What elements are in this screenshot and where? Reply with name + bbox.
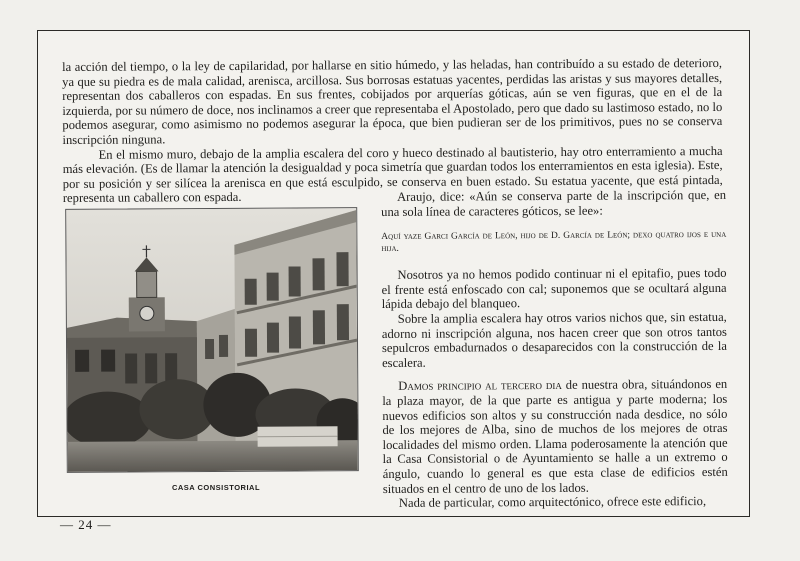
- top-text-block: [62, 56, 723, 206]
- casa-consistorial-photo: [65, 207, 359, 473]
- photo-caption: CASA CONSISTORIAL: [171, 483, 261, 492]
- paragraph-mismo-muro: En el mismo muro, debajo de la amplia escalera del coro y hueco destinado al bautisterio, hay otro enterramiento a mucha más elevación. (Es de llamar la atención la desigualdad y poca simetría que guardan todos los enterramientos en esta iglesia). Este, por su posición y ser silícea la arenisca en que está esculpido, se conserva en buen estado. Su estatua yacente, que está pintada, representa un caballero con espada.: [62, 143, 723, 206]
- paragraph-nada: Nada de particular, como arquitectónico, ofrece este edificio,: [398, 494, 707, 510]
- paragraph-deterioro: la acción del tiempo, o la ley de capilaridad, por hallarse en sitio húmedo, y las heladas, han contribuído a su estado de deterioro, ya que su piedra es de mala calidad, arenisca, arcillosa. Sus borrosas estatuas yacentes, perdidas las aristas y sus mayores detalles, representan dos caballeros con espadas. En sus frentes, cobijados por arquerías góticas, aún se ven figuras, que en el de la izquierda, por su número de doce, nos inclinamos a creer que representaba el Apostolado, pero que dado su lastimoso estado, no lo podemos asegurar, como asimismo no podemos asegurar la época, que bien pudieran ser de los primitivos, pues no se conserva inscripción ninguna.: [62, 55, 723, 147]
- paragraph-damos: [382, 377, 728, 496]
- gothic-inscription-quote: Aquí yaze Garci García de León, hijo de D. García de León; dexo quatro ijos e una hija.: [381, 230, 727, 255]
- photo-illustration: [66, 208, 358, 472]
- paragraph-araujo: Araujo, dice: «Aún se conserva parte de la inscripción que, en una sola línea de caracteres góticos, se lee»:: [381, 187, 727, 219]
- paragraph-damos-body: de nuestra obra, situándonos en la plaza mayor, de la que parte es antigua y parte moderna; los nuevos edificios son altos y su construcción nada desdice, no sólo de los mejores de Alba, sino de muchos de los mejores de otras localidades del mismo orden. Llama poderosamente la atención que la Casa Consistorial o de Ayuntamiento se halle a un extremo o ángulo, cuando lo general es que esta clase de edificios estén situados en el centro de uno de los lados.: [382, 377, 728, 496]
- paragraph-sobre: Sobre la amplia escalera hay otros varios nichos que, sin estatua, adorno ni inscripción alguna, nos hacen creer que son otros tantos sepulcros embadurnados o desaparecidos con la construcción de la escalera.: [381, 309, 728, 370]
- paragraph-nosotros: Nosotros ya no hemos podido continuar ni el epitafio, pues todo el frente está enfoscado con cal; suponemos que se ocultará alguna lápida debajo del blanqueo.: [381, 266, 727, 312]
- page-number: — 24 —: [60, 517, 112, 532]
- small-caps-lead: Damos principio al tercero dia: [398, 378, 562, 394]
- right-text-column: [381, 188, 728, 511]
